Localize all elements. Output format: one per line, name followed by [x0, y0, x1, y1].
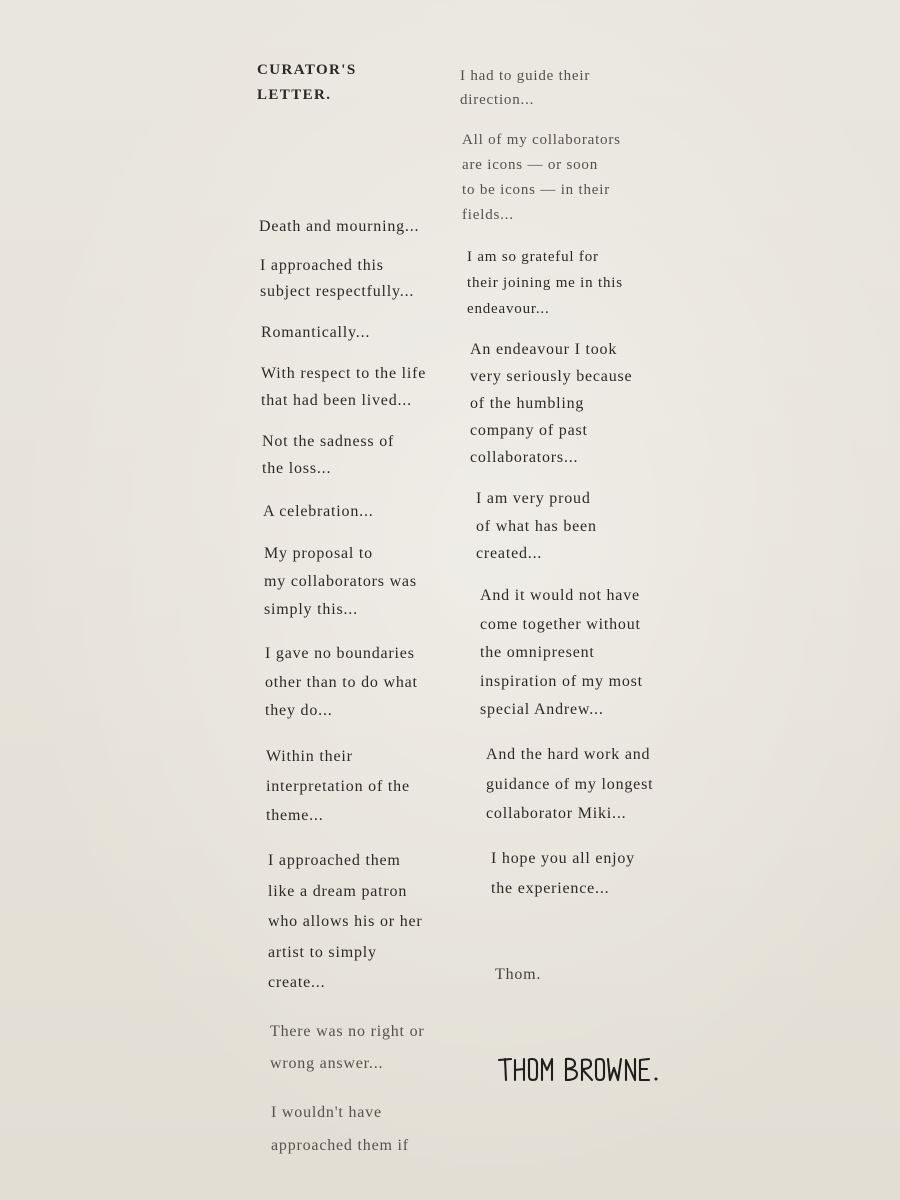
letter-heading [257, 58, 357, 108]
left-paragraph: With respect to the life that had been lived... [261, 365, 427, 409]
left-paragraph: Romantically... [261, 324, 371, 341]
left-paragraph: I approached them like a dream patron who allows his or her artist to simply create... [268, 852, 423, 991]
right-paragraph: All of my collaborators are icons — or soon to be icons — in their fields... [462, 132, 621, 223]
right-paragraph: I hope you all enjoy the experience... [491, 850, 635, 897]
right-paragraph: An endeavour I took very seriously because of the humbling company of past collaborators... [470, 341, 633, 466]
right-paragraph: I am so grateful for their joining me in this endeavour... [467, 249, 623, 317]
right-paragraph: I had to guide their direction... [460, 68, 591, 108]
right-paragraph: And it would not have come together without the omnipresent inspiration of my most special Andrew... [480, 587, 643, 718]
left-paragraph: Death and mourning... [259, 218, 420, 235]
right-paragraph: And the hard work and guidance of my longest collaborator Miki... [486, 746, 654, 822]
left-paragraph: A celebration... [263, 503, 374, 520]
signoff: Thom. [495, 966, 542, 983]
left-paragraph: I approached this subject respectfully... [260, 257, 415, 300]
left-paragraph: Not the sadness of the loss... [262, 433, 395, 477]
left-paragraph: There was no right or wrong answer... [270, 1023, 425, 1072]
left-paragraph: Within their interpretation of the theme... [266, 748, 410, 824]
left-paragraph: My proposal to my collaborators was simply this... [264, 545, 417, 618]
left-paragraph: I gave no boundaries other than to do what they do... [265, 645, 418, 719]
handwritten-signature [497, 1052, 667, 1088]
heading-text: CURATOR'S LETTER. [257, 62, 357, 103]
left-paragraph: I wouldn't have approached them if [271, 1104, 409, 1154]
right-paragraph: I am very proud of what has been created... [476, 490, 597, 562]
